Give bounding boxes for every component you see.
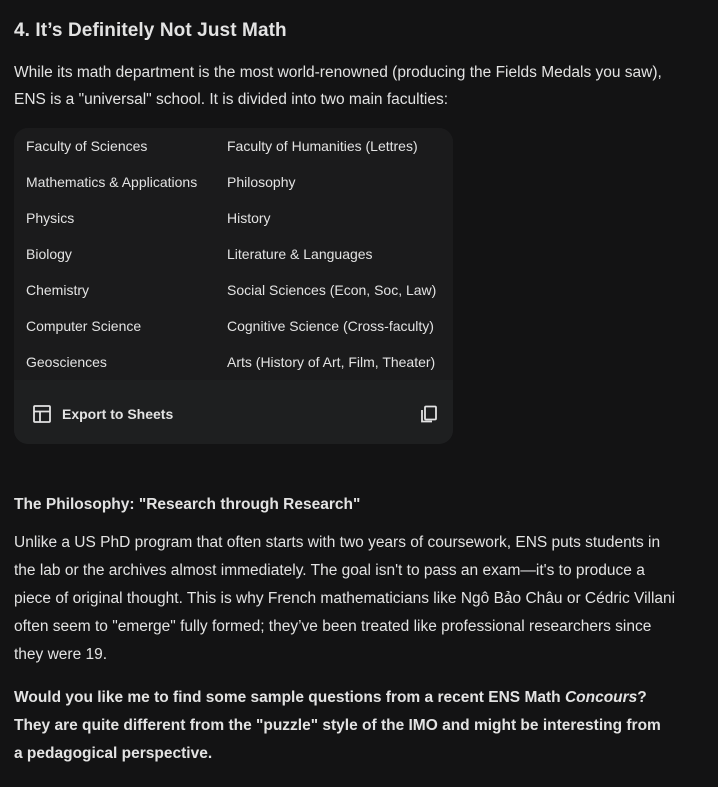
table-body-area [14,128,453,380]
copy-icon [419,404,439,424]
philosophy-paragraph [14,529,714,669]
table-cell: Biology [26,246,72,262]
philosophy-line: they were 19. [14,646,108,663]
followup-emphasis: Concours [564,689,638,706]
philosophy-line: the lab or the archives almost immediately. The goal isn't to pass an exam—it's to produce a [14,562,645,579]
followup-line-3: a pedagogical perspective. [14,745,213,762]
table-row [14,200,453,236]
table-cell: Mathematics & Applications [26,174,198,190]
faculties-table [14,128,453,380]
philosophy-heading: The Philosophy: "Research through Research" [14,496,361,513]
export-to-sheets-button[interactable] [32,404,173,424]
table-icon [32,404,52,424]
followup-part-1: Would you like me to find some sample questions from a recent ENS Math [14,689,565,706]
table-row [14,164,453,200]
table-row [14,272,453,308]
section-heading: 4. It’s Definitely Not Just Math [14,20,287,41]
table-cell: Physics [26,210,75,226]
table-row [14,308,453,344]
table-cell: Philosophy [227,174,296,190]
header-humanities: Faculty of Humanities (Lettres) [227,138,418,154]
export-label: Export to Sheets [62,406,174,422]
table-row [14,344,453,380]
intro-line-1: While its math department is the most world-renowned (producing the Fields Medals you saw), [14,64,662,81]
table-cell: Chemistry [26,282,90,298]
table-cell: History [227,210,271,226]
table-cell: Arts (History of Art, Film, Theater) [227,354,436,370]
table-cell: Cognitive Science (Cross-faculty) [227,318,434,334]
followup-question [14,684,714,768]
intro-line-2: ENS is a "universal" school. It is divided into two main faculties: [14,91,448,108]
philosophy-line: Unlike a US PhD program that often starts with two years of coursework, ENS puts students in [14,534,661,551]
intro-paragraph [14,59,714,113]
followup-line-2: They are quite different from the "puzzle" style of the IMO and might be interesting from [14,717,661,734]
philosophy-line: often seem to "emerge" fully formed; they’ve been treated like professional researchers since [14,618,652,635]
philosophy-line: piece of original thought. This is why French mathematicians like Ngô Bảo Châu or Cédric Villani [14,590,676,607]
table-row [14,236,453,272]
table-cell: Literature & Languages [227,246,373,262]
copy-table-button[interactable] [419,404,439,424]
table-cell: Social Sciences (Econ, Soc, Law) [227,282,437,298]
faculties-table-card [14,128,453,444]
followup-part-2: ? [637,689,647,706]
table-cell: Geosciences [26,354,107,370]
header-sciences: Faculty of Sciences [26,138,148,154]
table-cell: Computer Science [26,318,142,334]
table-header-row [14,128,453,164]
table-footer [14,384,453,444]
